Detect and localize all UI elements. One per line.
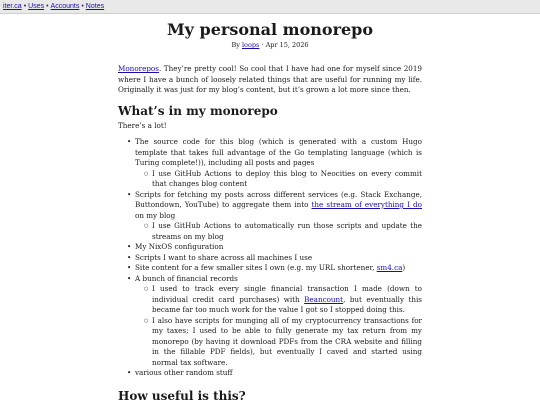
sub-list-item (135, 221, 422, 242)
byline-separator: · (259, 41, 266, 49)
sub-list-item (135, 169, 422, 190)
section-heading-how-useful: How useful is this? (118, 388, 246, 403)
sub-list (135, 169, 422, 190)
list-item-text: Scripts I want to share across all machines I use (135, 252, 313, 262)
list-item-text: Scripts for fetching my posts across different services (e.g. Stack Exchange, Buttondown, YouTube) to aggregate them into (135, 189, 422, 209)
list-item-text: Site content for a few smaller sites I own (e.g. my URL shortener, (135, 263, 377, 272)
list-item (118, 253, 422, 264)
sub-list-item-text: I use GitHub Actions to deploy this blog to Neocities on every commit that changes blog content (152, 168, 422, 188)
sub-list-item (135, 316, 422, 369)
byline (118, 41, 422, 50)
url-shortener-link[interactable]: sm4.ca (376, 263, 403, 272)
list-item (118, 137, 422, 190)
nav-link-accounts[interactable]: Accounts (50, 3, 80, 10)
intro-text: . They’re pretty cool! So cool that I have had one for myself since 2019 where I have a bunch of loosely related things that are useful for running my life. Originally it was just for my blog’s content, but it’s grown a lot more since then. (118, 64, 422, 94)
list-item-text: various other random stuff (135, 368, 233, 377)
top-nav-bar (0, 0, 540, 14)
sub-list-item-text: , but eventually this became far too much work for the value I got so I stopped doing this. (152, 294, 422, 314)
nav-separator: • (23, 3, 27, 10)
sub-list (135, 221, 422, 242)
sub-list (135, 284, 422, 368)
nav-link-uses[interactable]: Uses (28, 3, 45, 10)
list-item (118, 190, 422, 243)
page-title: My personal monorepo (166, 20, 374, 39)
list-item (118, 274, 422, 369)
section-lead: There’s a lot! (118, 120, 167, 130)
stream-link[interactable]: the stream of everything I do (311, 200, 422, 209)
nav-link-notes[interactable]: Notes (85, 3, 105, 10)
list-item (118, 242, 422, 253)
author-link[interactable]: loops (241, 41, 260, 49)
sub-list-item (135, 284, 422, 316)
list-item-text: on my blog (135, 210, 176, 220)
monorepos-link[interactable]: Monorepos (118, 64, 159, 73)
article (118, 20, 422, 404)
list-item-text: ) (402, 263, 406, 272)
beancount-link[interactable]: Beancount (304, 294, 344, 304)
list-item (118, 263, 422, 274)
contents-list (118, 137, 422, 379)
byline-prefix: By (231, 41, 242, 49)
nav-separator: • (81, 3, 84, 10)
post-date: Apr 15, 2026 (265, 41, 309, 49)
list-item-text: The source code for this blog (which is generated with a custom Hugo template that takes full advantage of the Go templating language (which is Turing complete!)), including all posts and pages (135, 137, 422, 167)
section-heading-whats-in: What’s in my monorepo (118, 103, 278, 118)
sub-list-item-text: I also have scripts for munging all of my cryptocurrency transactions for my taxes; I used to be able to fully generate my tax return from my monorepo (by having it download PDFs from the CRA website and filling in the fillable PDF fields), but eventually I caved and started using normal tax software. (152, 315, 422, 367)
nav-separator: • (46, 3, 49, 10)
nav-link-home[interactable]: iter.ca (3, 3, 22, 10)
intro-paragraph (118, 64, 422, 96)
list-item-text: My NixOS configuration (135, 242, 224, 251)
list-item (118, 368, 422, 379)
sub-list-item-text: I use GitHub Actions to automatically run those scripts and update the streams on my blog (152, 221, 422, 241)
list-item-text: A bunch of financial records (135, 273, 238, 283)
sub-list-item-text: I used to track every single financial transaction I made (down to individual credit card purchases) with (152, 284, 422, 304)
